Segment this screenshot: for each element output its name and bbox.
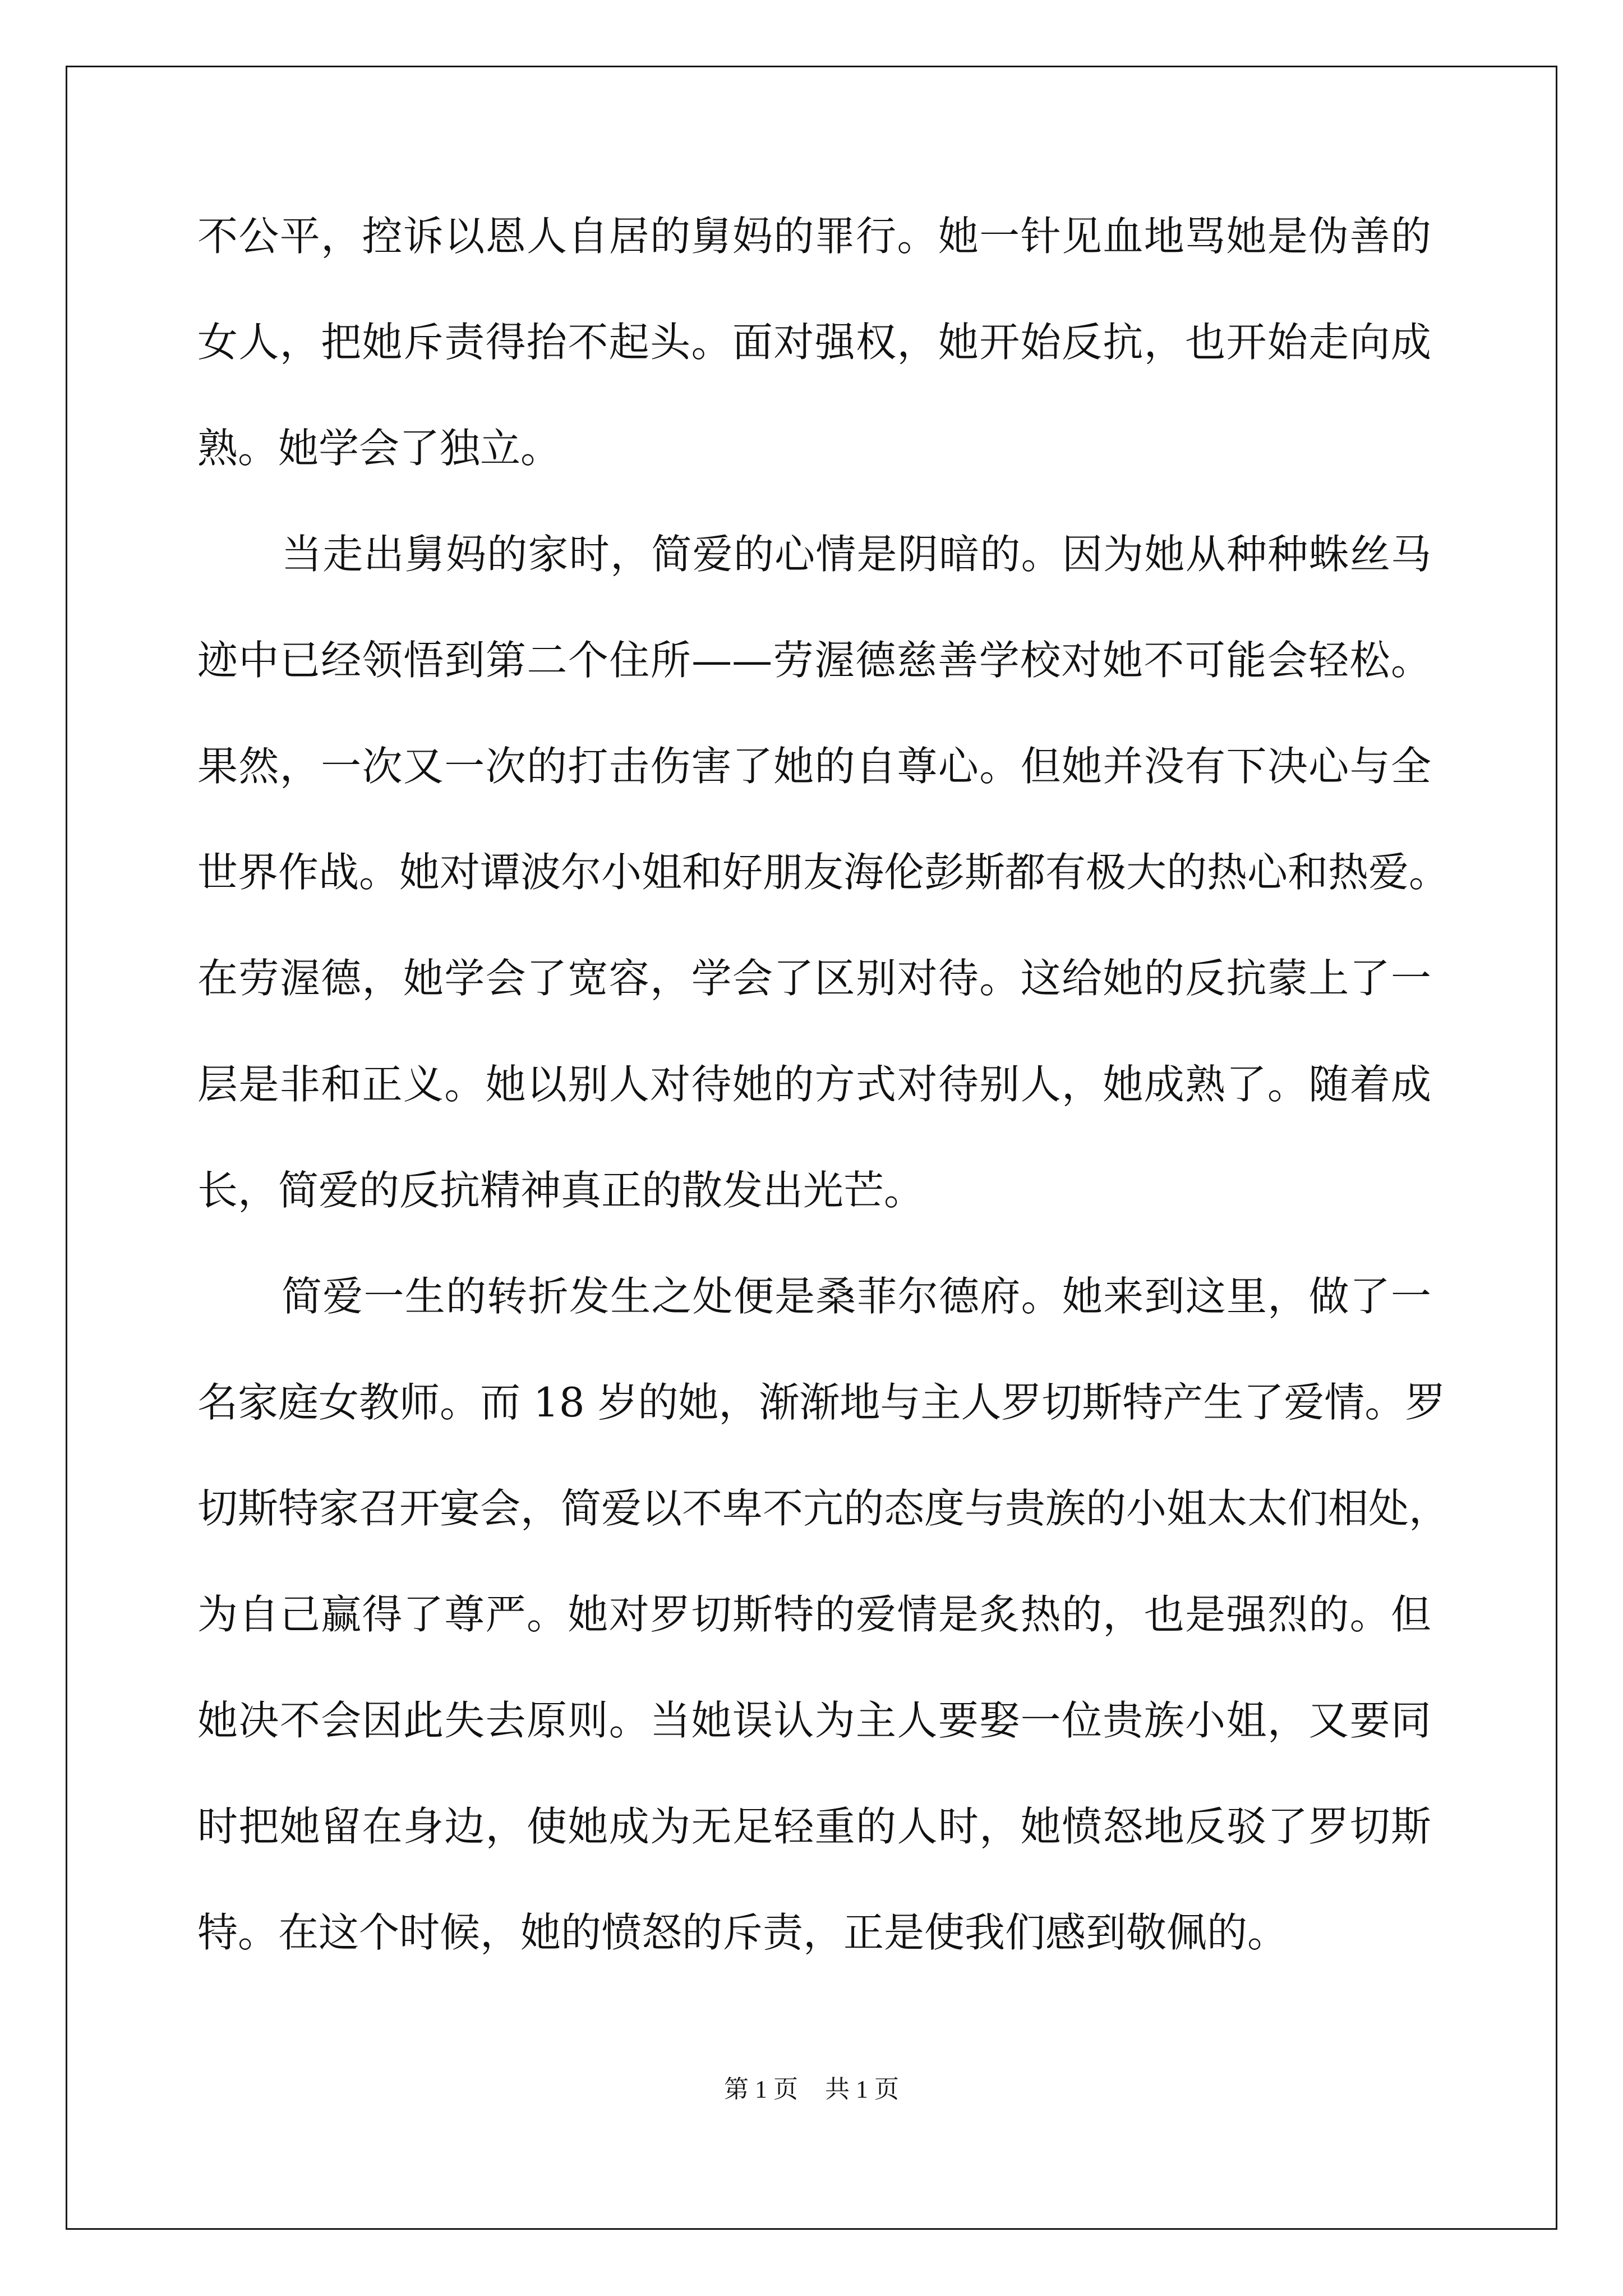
paragraph-1 bbox=[197, 213, 1431, 534]
text-line: 层是非和正义。她以别人对待她的方式对待别人，她成熟了。随着成 bbox=[197, 1061, 1431, 1108]
text-line: 时把她留在身边，使她成为无足轻重的人时，她愤怒地反驳了罗切斯 bbox=[197, 1803, 1431, 1850]
text-line: 迹中已经领悟到第二个住所——劳渥德慈善学校对她不可能会轻松。 bbox=[197, 637, 1431, 684]
paragraph-2 bbox=[197, 531, 1450, 1276]
page-total: 共 1 页 bbox=[825, 2076, 899, 2103]
page-footer bbox=[0, 2076, 1623, 2104]
paragraph-3 bbox=[197, 1273, 1450, 2018]
text-line: 特。在这个时候，她的愤怒的斥责，正是使我们感到敬佩的。 bbox=[197, 1909, 1288, 1956]
text-line: 简爱一生的转折发生之处便是桑菲尔德府。她来到这里，做了一 bbox=[282, 1273, 1431, 1320]
text-line: 切斯特家召开宴会，简爱以不卑不亢的态度与贵族的小姐太太们相处， bbox=[197, 1485, 1450, 1532]
text-line: 在劳渥德，她学会了宽容，学会了区别对待。这给她的反抗蒙上了一 bbox=[197, 955, 1431, 1002]
text-line: 长，简爱的反抗精神真正的散发出光芒。 bbox=[197, 1167, 925, 1214]
text-line: 当走出舅妈的家时，简爱的心情是阴暗的。因为她从种种蛛丝马 bbox=[282, 531, 1431, 578]
page-number: 第 1 页 bbox=[724, 2076, 798, 2103]
text-line: 她决不会因此失去原则。当她误认为主人要娶一位贵族小姐，又要同 bbox=[197, 1697, 1431, 1744]
document-body bbox=[197, 213, 1450, 2018]
text-line: 不公平，控诉以恩人自居的舅妈的罪行。她一针见血地骂她是伪善的 bbox=[197, 213, 1431, 260]
text-line: 世界作战。她对谭波尔小姐和好朋友海伦彭斯都有极大的热心和热爱。 bbox=[197, 849, 1450, 896]
text-line: 熟。她学会了独立。 bbox=[197, 425, 561, 472]
text-line: 名家庭女教师。而 18 岁的她，渐渐地与主人罗切斯特产生了爱情。罗 bbox=[197, 1379, 1446, 1426]
text-line: 女人，把她斥责得抬不起头。面对强权，她开始反抗，也开始走向成 bbox=[197, 319, 1431, 366]
text-line: 果然，一次又一次的打击伤害了她的自尊心。但她并没有下决心与全 bbox=[197, 743, 1431, 790]
text-line: 为自己赢得了尊严。她对罗切斯特的爱情是炙热的，也是强烈的。但 bbox=[197, 1591, 1431, 1638]
